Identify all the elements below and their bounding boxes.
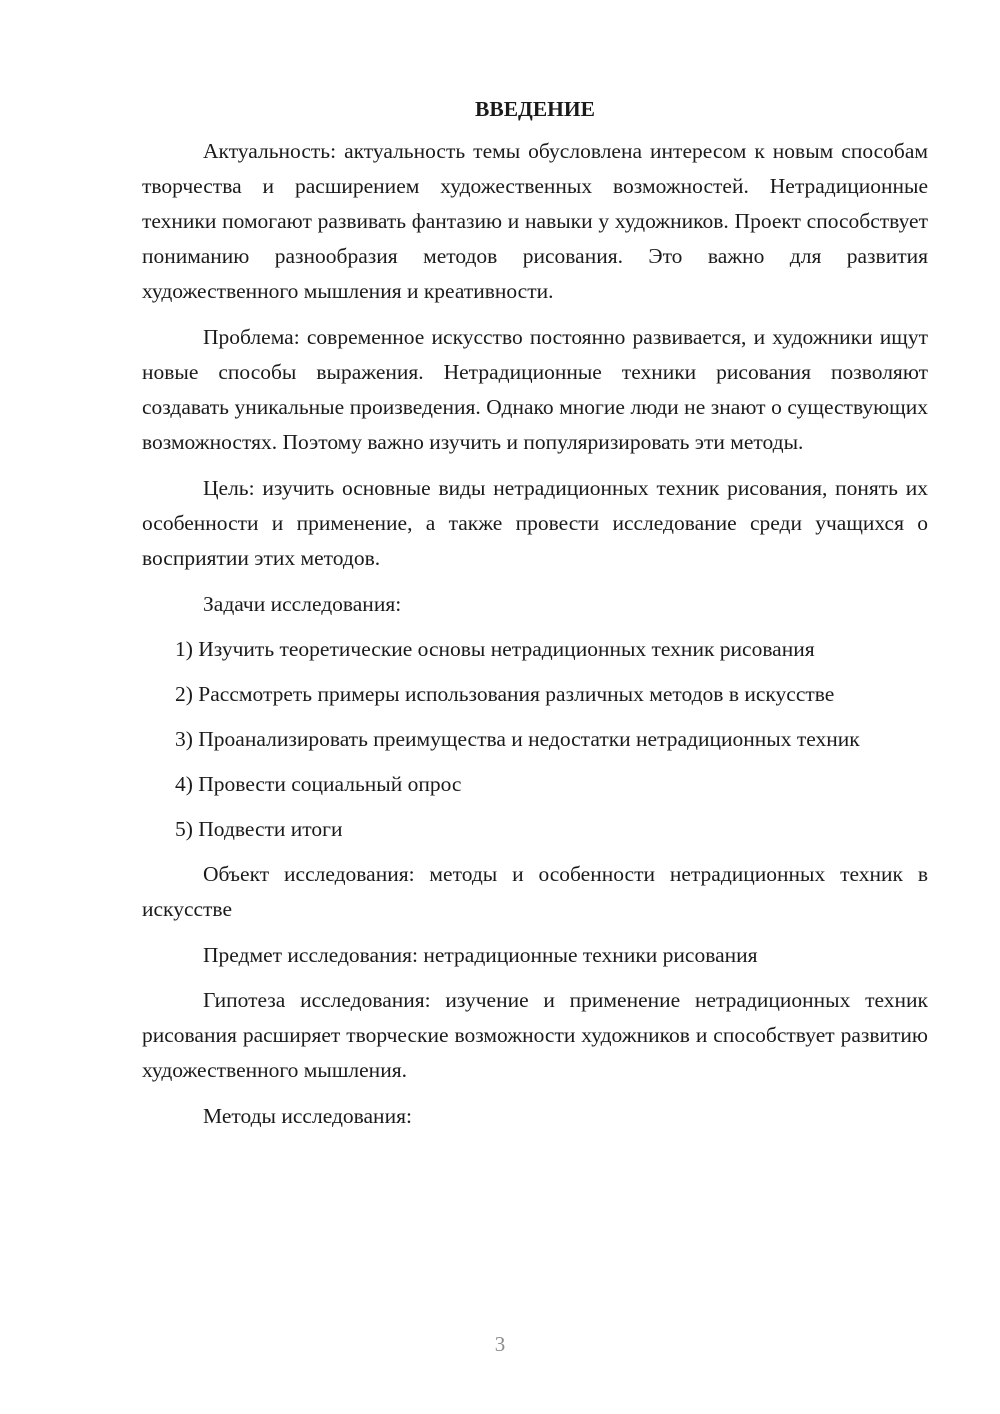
- list-item-task-3: 3) Проанализировать преимущества и недостатки нетрадиционных техник: [175, 727, 860, 751]
- paragraph-object: Объект исследования: методы и особенности нетрадиционных техник в искусстве: [142, 862, 928, 921]
- paragraph-relevance: Актуальность: актуальность темы обусловлена интересом к новым способам творчества и расширением художественных возможностей. Нетрадиционные техники помогают развивать фантазию и навыки у художников. Проект способствует пониманию разнообразия методов рисования. Это важно для развития художественного мышления и креативности.: [142, 139, 928, 303]
- paragraph-goal: Цель: изучить основные виды нетрадиционных техник рисования, понять их особенности и применение, а также провести исследование среди учащихся о восприятии этих методов.: [142, 476, 928, 570]
- document-page: [142, 92, 928, 1144]
- paragraph-hypothesis: Гипотеза исследования: изучение и применение нетрадиционных техник рисования расширяет творческие возможности художников и способствует развитию художественного мышления.: [142, 988, 928, 1082]
- list-item-task-1: 1) Изучить теоретические основы нетрадиционных техник рисования: [175, 637, 815, 661]
- list-item-task-4: 4) Провести социальный опрос: [175, 772, 462, 796]
- page-number: 3: [494, 1332, 506, 1356]
- paragraph-tasks-title: Задачи исследования:: [203, 592, 402, 616]
- list-item-task-5: 5) Подвести итоги: [175, 817, 343, 841]
- list-item-task-2: 2) Рассмотреть примеры использования различных методов в искусстве: [175, 682, 835, 706]
- paragraph-problem: Проблема: современное искусство постоянно развивается, и художники ищут новые способы выражения. Нетрадиционные техники рисования позволяют создавать уникальные произведения. Однако многие люди не знают о существующих возможностях. Поэтому важно изучить и популяризировать эти методы.: [142, 325, 928, 454]
- paragraph-subject: Предмет исследования: нетрадиционные техники рисования: [203, 943, 758, 967]
- paragraph-methods-title: Методы исследования:: [203, 1104, 412, 1128]
- page-title: ВВЕДЕНИЕ: [475, 97, 595, 121]
